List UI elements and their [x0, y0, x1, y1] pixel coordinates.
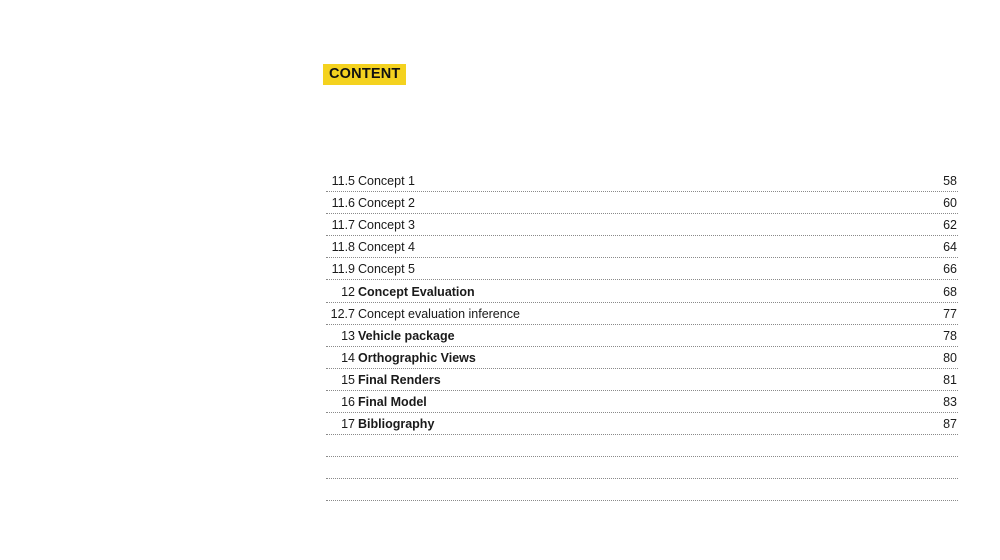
toc-section-number: 11.8: [331, 240, 355, 255]
toc-section-number: 12.7: [330, 306, 355, 321]
toc-entry: [326, 369, 958, 391]
toc-section-title: Concept evaluation inference: [358, 306, 520, 321]
toc-section-title: Concept 1: [358, 174, 415, 189]
toc-empty-row: [326, 479, 958, 501]
toc-section-title: Orthographic Views: [358, 350, 476, 365]
toc-section-title: Vehicle package: [358, 328, 455, 343]
toc-section-number: 11.6: [331, 196, 355, 211]
toc-section-number: 11.5: [331, 174, 355, 189]
toc-section-title: Final Renders: [358, 372, 441, 387]
toc-page-number: 80: [943, 350, 957, 365]
toc-page-number: 87: [943, 417, 957, 432]
toc-entry: [326, 413, 958, 435]
toc-empty-row: [326, 435, 958, 457]
toc-section-number: 14: [341, 350, 355, 365]
toc-page-number: 60: [943, 196, 957, 211]
toc-section-number: 13: [341, 328, 355, 343]
toc-page-number: 58: [943, 174, 957, 189]
toc-entry: [326, 325, 958, 347]
toc-section-title: Bibliography: [358, 417, 435, 432]
toc-section-number: 11.7: [331, 218, 355, 233]
toc-entry: [326, 192, 958, 214]
toc-page-number: 62: [943, 218, 957, 233]
toc-section-title: Concept 3: [358, 218, 415, 233]
toc-section-number: 17: [341, 417, 355, 432]
toc-section-number: 16: [341, 395, 355, 410]
toc-page-number: 81: [943, 372, 957, 387]
toc-section-number: 11.9: [331, 262, 355, 277]
toc-section-title: Concept 2: [358, 196, 415, 211]
toc-entry: [326, 258, 958, 280]
toc-section-title: Concept 4: [358, 240, 415, 255]
toc-page-number: 83: [943, 395, 957, 410]
toc-entry: [326, 170, 958, 192]
toc-section-title: Concept 5: [358, 262, 415, 277]
toc-entry: [326, 391, 958, 413]
toc-page-number: 78: [943, 328, 957, 343]
toc-entry: [326, 236, 958, 258]
toc-entry: [326, 303, 958, 325]
toc-page-number: 66: [943, 262, 957, 277]
toc-page-number: 77: [943, 306, 957, 321]
toc-page-number: 68: [943, 284, 957, 299]
toc-section-number: 15: [341, 372, 355, 387]
toc-section-number: 12: [341, 284, 355, 299]
toc-section-title: Final Model: [358, 395, 427, 410]
toc-section-title: Concept Evaluation: [358, 284, 475, 299]
toc-empty-row: [326, 457, 958, 479]
toc-page-number: 64: [943, 240, 957, 255]
table-of-contents: [326, 170, 958, 501]
toc-entry: [326, 347, 958, 369]
toc-entry: [326, 280, 958, 302]
page-title: CONTENT: [323, 64, 406, 85]
toc-entry: [326, 214, 958, 236]
